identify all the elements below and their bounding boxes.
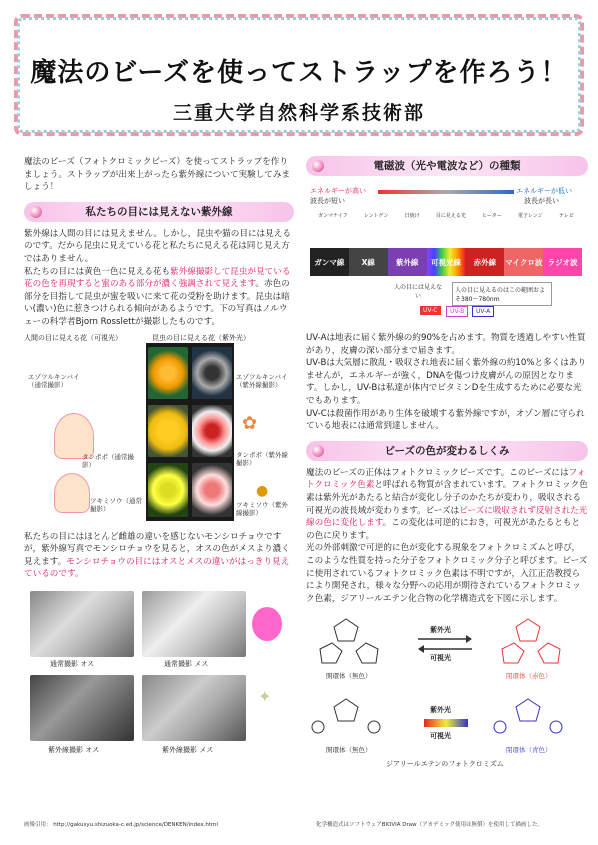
image-credit: 画像引用： http://gakusyu.shizuoka-c.ed.jp/science/DENKEN/index.html	[24, 822, 218, 828]
uva-text-body: UV-Aは地表に届く紫外線の約90%を占めます。物質を透過しやすい性質があり，皮膚の深い部分まで届きます。	[306, 333, 586, 356]
band-microwave: マイクロ波	[504, 248, 543, 276]
caption-2-left: タンポポ（通常撮影）	[82, 452, 134, 469]
uv-arrow-label-2: 紫外光	[430, 706, 451, 715]
dandelion-photo-uv	[192, 405, 232, 457]
uvb-text	[306, 357, 588, 407]
uvc-text	[306, 408, 588, 433]
icon-label-1: レントゲン	[363, 213, 389, 219]
chem-caption: ジアリールエテンのフォトクロミズム	[386, 760, 504, 769]
closed-label-1: 閉環体（赤色）	[506, 672, 552, 681]
uv-subband-bar	[380, 306, 580, 324]
poster-subtitle: 三重大学自然科学系技術部	[172, 102, 425, 124]
girl-illustration	[54, 473, 90, 513]
icon-label-0: ガンマナイフ	[318, 213, 348, 219]
arrow-uv-head	[466, 635, 472, 643]
molecule-closed-1	[502, 619, 560, 663]
butterfly-photo-normal-male	[30, 591, 134, 657]
section-heading-beads	[306, 441, 588, 461]
beads-p1-red2: ビーズに吸収されず反射された光線の色に変化します	[306, 505, 588, 529]
icon-label-3: 目に見える光	[435, 213, 466, 219]
band-radio: ラジオ波	[543, 248, 582, 276]
photo-strip	[146, 343, 234, 521]
butterfly-photo-uv-female	[142, 675, 246, 741]
beads-paragraph-1	[306, 467, 588, 543]
poster-title: 魔法のビーズを使ってストラップを作ろう！	[30, 58, 568, 88]
band-visible: 可視光線	[427, 248, 466, 276]
icon-label-6: テレビ	[558, 213, 574, 219]
rainbow-bar	[424, 719, 468, 727]
molecule-open-2	[312, 699, 380, 733]
butterfly-caption-3: 紫外線撮影 オス	[48, 745, 100, 754]
energy-low-label: エネルギーが低い	[516, 187, 572, 195]
uva-label: UV-A	[472, 306, 494, 317]
uv-paragraph-2	[24, 266, 294, 329]
beads-p1-post: 。この変化は可逆的におき，可視光があたるともとの色に戻ります。	[306, 518, 580, 541]
butterfly-caption-1: 通常撮影 オス	[50, 659, 95, 668]
wave-long-label: 波長が長い	[524, 197, 559, 205]
mascot-illustration	[252, 607, 282, 641]
butterfly-paragraph-highlight: モンシロチョウの目にはオスとメスの違いがはっきり見えているのです。	[24, 556, 290, 580]
insect-eye-label: 昆虫の目に見える花（紫外光）	[152, 333, 250, 342]
beads-p1-mid: と呼ばれる物質が含まれています。フォトクロミック色素は紫外光があたると結合が変化し分子のかたちが変わり，吸収される可視光の波長域が変わります。ビーズは	[306, 480, 588, 516]
left-column	[24, 156, 294, 767]
band-gamma: ガンマ線	[310, 248, 349, 276]
intro-text: 魔法のビーズ（フォトクロミックビーズ）を使ってストラップを作りましょう。ストラップが出来上がったら紫外線について実験してみましょう！	[24, 157, 291, 193]
invisible-label: 人の目には見えない	[393, 284, 442, 300]
energy-arrow	[378, 190, 514, 194]
flower-comparison	[24, 333, 294, 523]
butterfly-photo-uv-male	[30, 675, 134, 741]
uvb-label: UV-B	[446, 306, 468, 317]
visible-range-note: 人の目に見えるのはこの範囲およそ380〜780nm	[452, 282, 552, 306]
chem-structures	[306, 609, 588, 769]
butterfly-photos	[24, 587, 294, 767]
closed-label-2: 閉環体（青色）	[506, 746, 552, 755]
caption-3-right: ツキミソウ（紫外線撮影）	[236, 500, 288, 517]
section-heading-em	[306, 156, 588, 176]
bullet-icon	[312, 445, 324, 457]
spectrum-bar	[310, 248, 582, 276]
uv-arrow-label: 紫外光	[430, 626, 451, 635]
caption-3-left: ツキミソウ（通常撮影）	[90, 496, 142, 513]
flower-photo-uv	[192, 347, 232, 399]
beads-p2-text: 光の外部刺激で可逆的に色が変化する現象をフォトクロミズムと呼び，このような性質を持った分子をフォトクロミック分子と呼びます。ビーズに使用されているフォトクロミック色素は不明ですが，入江正浩教授らにより開発され，様々な分野への応用が期待されているフォトクロミック色素，ジアリールエテン化合物の化学構造式を下図に示します。	[306, 543, 588, 604]
flower-photo-visible	[148, 347, 188, 399]
icon-label-5: 電子レンジ	[517, 213, 543, 219]
arrow-vis-head	[418, 645, 424, 653]
header-banner	[14, 14, 584, 136]
uv-paragraph-2-highlight: 紫外線撮影して昆虫が見ている花の色を再現すると蜜のある部分が濃く強調されて見えます	[24, 266, 291, 290]
em-spectrum-diagram	[306, 182, 588, 332]
icon-label-4: ヒーター	[482, 213, 502, 219]
uv-paragraph-1-text: 紫外線は人間の目には見えません。しかし，昆虫や猫の目には見えるのです。だから昆虫に見えている花と私たちに見える花は同じ見え方ではありません。	[24, 228, 291, 264]
beads-p1-pre: 魔法のビーズの正体はフォトクロミックビーズです。このビーズには	[306, 467, 569, 478]
right-column	[306, 156, 588, 769]
bullet-icon	[30, 206, 42, 218]
butterfly-paragraph-text: 私たちの目にはほとんど雌雄の違いを感じないモンシロチョウですが，紫外線写真でモンシロチョウを見ると，オスの色がメスより濃く見えます。	[24, 531, 290, 567]
band-uv: 紫外線	[388, 248, 427, 276]
application-icons	[310, 212, 582, 246]
chem-credit: 化学構造式はソフトウェアBIOVIA Draw（アカデミック使用は無償）を使用して描画した。	[316, 822, 544, 828]
bullet-icon	[312, 160, 324, 172]
butterfly-paragraph	[24, 531, 294, 581]
band-infrared: 赤外線	[465, 248, 504, 276]
primrose-photo-visible	[148, 463, 188, 517]
energy-high-label: エネルギーが高い	[310, 187, 366, 195]
wave-short-label: 波長が短い	[310, 197, 345, 205]
uvb-text-body: UV-Bは大気層に散乱・吸収され地表に届く紫外線の約10%と多くはありませんが，エネルギーが強く，DNAを傷つけ皮膚がんの原因となります。しかし，UV-Bは私達が体内でビタミンDを生成するために必要な光でもあります。	[306, 358, 587, 406]
butterfly-caption-2: 通常撮影 メス	[164, 659, 209, 668]
uvc-text-body: UV-Cは殺菌作用があり生体を破壊する紫外線ですが，オゾン層に守られている地表には通常到達しません。	[306, 408, 585, 432]
dandelion-photo-visible	[148, 405, 188, 457]
vis-arrow-label: 可視光	[430, 654, 451, 663]
dragonfly-icon: ✿	[242, 412, 258, 434]
uv-paragraph-1	[24, 228, 294, 266]
bee-icon: ●	[256, 482, 269, 499]
caption-2-right: タンポポ（紫外線撮影）	[236, 450, 288, 467]
uv-paragraph-2-post: 。赤色の部分を目指して昆虫が蜜を吸いに来て花の受粉を助けます。昆虫は暗い(濃い)色に惹きつけられる傾向があるようです。下の写真はノルウェーの科学者Bjorn Rosslettが撮影したものです。	[24, 279, 290, 327]
icon-label-2: 日焼け	[404, 213, 420, 219]
primrose-photo-uv	[192, 463, 232, 517]
section-heading-em-label: 電磁波（光や電波など）の種類	[373, 160, 521, 172]
uva-text	[306, 332, 588, 357]
section-heading-beads-label: ビーズの色が変わるしくみ	[384, 444, 510, 457]
human-eye-label: 人間の目に見える花（可視光）	[24, 333, 122, 342]
section-heading-uv	[24, 202, 294, 222]
butterfly-icon: ✦	[258, 686, 272, 706]
beads-p1-red: フォトクロミック色素	[306, 467, 586, 491]
band-xray: X線	[349, 248, 388, 276]
beads-paragraph-2	[306, 542, 588, 605]
uv-paragraph-2-pre: 私たちの目には黄色一色に見える花も	[24, 266, 171, 277]
vis-arrow-label-2: 可視光	[430, 732, 451, 741]
molecule-closed-2	[494, 699, 562, 733]
uvc-label: UV-C	[420, 306, 441, 315]
molecule-open-1	[320, 619, 378, 663]
caption-1-right: エゾツルキンバイ（紫外線撮影）	[236, 372, 288, 389]
open-label-1: 開環体（無色）	[326, 672, 372, 681]
butterfly-caption-4: 紫外線撮影 メス	[162, 745, 214, 754]
butterfly-photo-normal-female	[142, 591, 246, 657]
caption-1-left: エゾツルキンバイ（通常撮影）	[28, 372, 80, 389]
section-heading-uv-label: 私たちの目には見えない紫外線	[85, 205, 233, 218]
open-label-2: 開環体（無色）	[326, 746, 372, 755]
